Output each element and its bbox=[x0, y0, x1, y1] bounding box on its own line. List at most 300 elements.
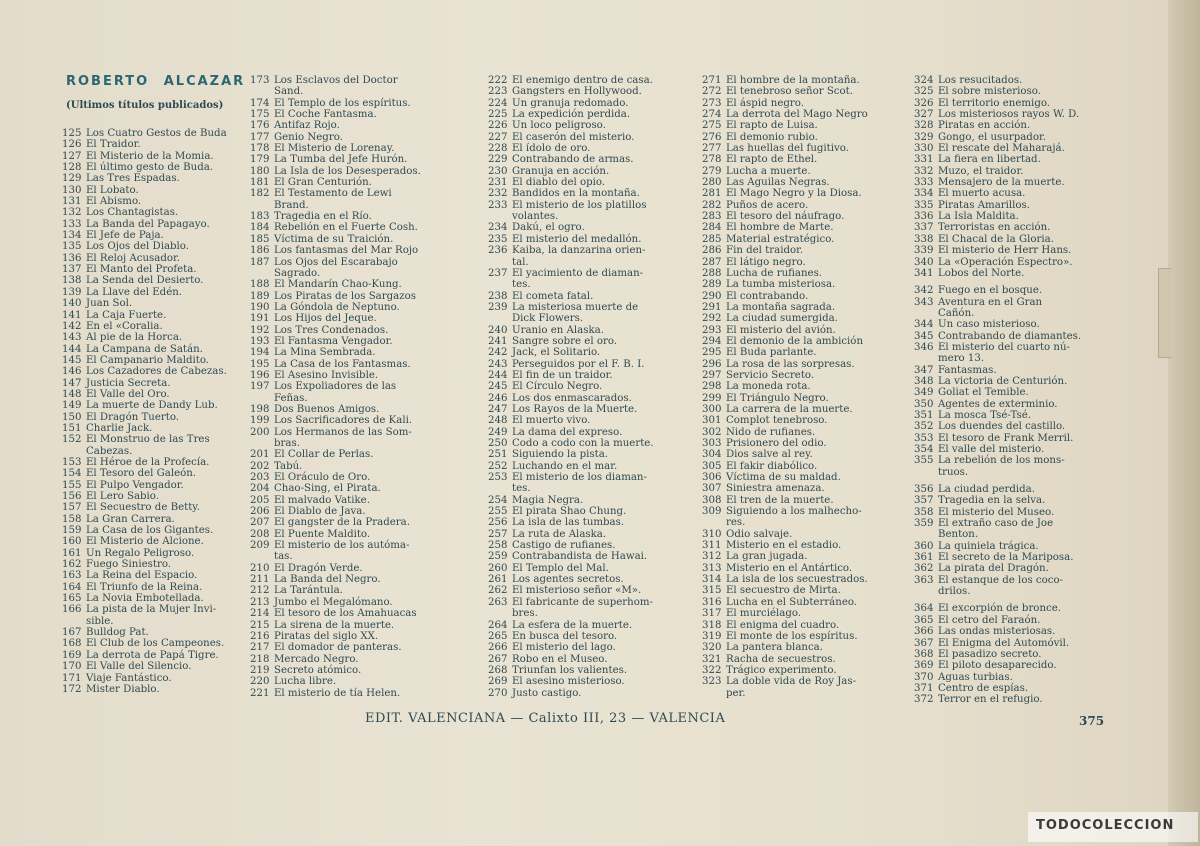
list-item bbox=[914, 86, 1122, 97]
list-item bbox=[250, 495, 480, 506]
issue-number: 333 bbox=[914, 177, 934, 189]
issue-number: 250 bbox=[488, 438, 508, 449]
list-item bbox=[702, 461, 912, 472]
list-item bbox=[914, 563, 1122, 574]
issue-number: 173 bbox=[250, 75, 270, 86]
issue-number: 217 bbox=[250, 642, 270, 654]
issue-number: 160 bbox=[62, 536, 82, 548]
issue-title: El caserón del misterio. bbox=[512, 131, 635, 143]
issue-number bbox=[250, 438, 274, 449]
issue-title: El hombre de la montaña. bbox=[726, 75, 860, 86]
list-item bbox=[702, 585, 912, 596]
issue-number: 230 bbox=[488, 165, 508, 177]
issue-title: Terroristas en acción. bbox=[938, 222, 1051, 234]
list-item bbox=[250, 585, 480, 596]
list-item bbox=[914, 495, 1122, 506]
issue-title: La Llave del Edén. bbox=[86, 286, 183, 298]
list-item bbox=[702, 359, 912, 370]
issue-title: El sobre misterioso. bbox=[938, 86, 1041, 98]
issue-title: truos. bbox=[938, 466, 969, 478]
issue-number: 145 bbox=[62, 354, 82, 366]
list-item bbox=[62, 536, 262, 547]
issue-number: 137 bbox=[62, 264, 82, 276]
list-item bbox=[702, 234, 912, 245]
issue-number: 246 bbox=[488, 392, 508, 404]
issue-number: 233 bbox=[488, 199, 508, 211]
list-item bbox=[250, 461, 480, 472]
issue-number: 197 bbox=[250, 381, 270, 393]
issue-number: 125 bbox=[62, 128, 82, 139]
issue-number: 195 bbox=[250, 358, 270, 370]
issue-number: 223 bbox=[488, 86, 508, 98]
issue-number: 182 bbox=[250, 188, 270, 200]
issue-number: 337 bbox=[914, 222, 934, 234]
issue-number: 133 bbox=[62, 218, 82, 230]
issue-number bbox=[250, 200, 274, 211]
list-item bbox=[488, 631, 704, 642]
issue-number: 184 bbox=[250, 222, 270, 234]
list-item bbox=[62, 468, 262, 479]
issue-number: 311 bbox=[702, 540, 722, 552]
list-item bbox=[250, 132, 480, 143]
issue-title: Víctima de su Traición. bbox=[274, 233, 394, 245]
issue-number: 240 bbox=[488, 324, 508, 336]
list-item bbox=[62, 344, 262, 355]
list-item bbox=[62, 230, 262, 241]
issue-number: 262 bbox=[488, 585, 508, 597]
issue-title: Mensajero de la muerte. bbox=[938, 177, 1065, 189]
list-item bbox=[488, 200, 704, 211]
issue-number: 368 bbox=[914, 648, 934, 660]
issue-number: 287 bbox=[702, 256, 722, 268]
list-item bbox=[488, 143, 704, 154]
issue-title: Tragedia en la selva. bbox=[938, 495, 1046, 507]
list-item bbox=[914, 365, 1122, 376]
issue-title: Material estratégico. bbox=[726, 233, 835, 245]
issue-title: Los duendes del castillo. bbox=[938, 421, 1066, 433]
list-item bbox=[62, 457, 262, 468]
issue-title: El misterioso señor «M». bbox=[512, 585, 642, 597]
list-item bbox=[250, 438, 480, 449]
list-item bbox=[914, 672, 1122, 683]
list-item bbox=[62, 321, 262, 332]
issue-title: Robo en el Museo. bbox=[512, 653, 608, 665]
list-item bbox=[702, 449, 912, 460]
issue-number: 360 bbox=[914, 540, 934, 552]
issue-number: 286 bbox=[702, 245, 722, 257]
issue-number: 349 bbox=[914, 387, 934, 399]
list-item bbox=[250, 234, 480, 245]
issue-title: El Triunfo de la Reina. bbox=[86, 581, 203, 593]
list-item bbox=[914, 268, 1122, 279]
issue-title: Servicio Secreto. bbox=[726, 369, 815, 381]
list-item bbox=[914, 143, 1122, 154]
issue-title: Mister Diablo. bbox=[86, 683, 160, 695]
issue-number: 247 bbox=[488, 403, 508, 415]
issue-number: 283 bbox=[702, 211, 722, 223]
issue-title: Terror en el refugio. bbox=[938, 694, 1043, 706]
issue-number: 152 bbox=[62, 434, 82, 446]
issue-title: Los Cazadores de Cabezas. bbox=[86, 366, 227, 378]
issue-title: El demonio rubio. bbox=[726, 131, 818, 143]
issue-title: mero 13. bbox=[938, 353, 985, 365]
issue-title: Los dos enmascarados. bbox=[512, 392, 632, 404]
issue-title: Viaje Fantástico. bbox=[86, 672, 172, 684]
issue-title: El Valle del Silencio. bbox=[86, 661, 192, 673]
issue-title: Contrabando de diamantes. bbox=[938, 330, 1082, 342]
list-item bbox=[702, 551, 912, 562]
issue-number bbox=[250, 551, 274, 562]
issue-number: 295 bbox=[702, 347, 722, 359]
issue-title: El secreto de la Mariposa. bbox=[938, 552, 1074, 564]
issue-title: Dos Buenos Amigos. bbox=[274, 403, 380, 415]
issue-number: 280 bbox=[702, 177, 722, 189]
issue-title: Piratas en acción. bbox=[938, 120, 1031, 132]
issue-title: El contrabando. bbox=[726, 290, 809, 302]
issue-title: El Reloj Acusador. bbox=[86, 252, 180, 264]
list-item bbox=[914, 166, 1122, 177]
issue-number bbox=[914, 529, 938, 540]
issue-title: La moneda rota. bbox=[726, 381, 811, 393]
issue-title: bras. bbox=[274, 438, 300, 449]
list-item bbox=[62, 412, 262, 423]
list-item bbox=[250, 154, 480, 165]
issue-title: Complot tenebroso. bbox=[726, 415, 828, 427]
issue-title: La sirena de la muerte. bbox=[274, 619, 395, 631]
list-item bbox=[914, 484, 1122, 495]
issue-title: Los Piratas de los Sargazos bbox=[274, 290, 416, 302]
list-item bbox=[488, 415, 704, 426]
issue-title: Kaiba, la danzarina orien- bbox=[512, 245, 646, 257]
issue-number: 358 bbox=[914, 506, 934, 518]
title-column-1 bbox=[62, 128, 262, 695]
issue-number: 332 bbox=[914, 165, 934, 177]
list-item bbox=[702, 245, 912, 256]
issue-title: Siguiendo a los malhecho- bbox=[726, 506, 862, 518]
issue-title: Chao-Sing, el Pirata. bbox=[274, 483, 381, 495]
list-item bbox=[488, 336, 704, 347]
issue-title: Luchando en el mar. bbox=[512, 460, 618, 472]
issue-number: 194 bbox=[250, 347, 270, 359]
issue-title: La rosa de las sorpresas. bbox=[726, 358, 855, 370]
issue-title: La gran jugada. bbox=[726, 551, 808, 563]
issue-number: 364 bbox=[914, 603, 934, 615]
issue-title: El cetro del Faraón. bbox=[938, 614, 1041, 626]
issue-number: 345 bbox=[914, 330, 934, 342]
issue-title: El Misterio de Lorenay. bbox=[274, 143, 395, 155]
list-item bbox=[488, 177, 704, 188]
list-item bbox=[702, 302, 912, 313]
issue-number bbox=[914, 308, 938, 319]
list-item bbox=[914, 615, 1122, 626]
issue-number: 370 bbox=[914, 671, 934, 683]
issue-number: 162 bbox=[62, 559, 82, 571]
issue-title: El Coche Fantasma. bbox=[274, 109, 377, 121]
issue-number: 292 bbox=[702, 313, 722, 325]
issue-title: El rapto de Luisa. bbox=[726, 120, 818, 132]
issue-number: 161 bbox=[62, 547, 82, 559]
issue-title: El Valle del Oro. bbox=[86, 388, 170, 400]
list-item bbox=[250, 517, 480, 528]
issue-number: 285 bbox=[702, 233, 722, 245]
issue-title: Víctima de su maldad. bbox=[726, 472, 841, 484]
list-item bbox=[914, 75, 1122, 86]
list-item bbox=[914, 308, 1122, 319]
issue-title: El domador de panteras. bbox=[274, 642, 402, 654]
issue-title: El Secuestro de Betty. bbox=[86, 502, 200, 514]
issue-number: 158 bbox=[62, 513, 82, 525]
issue-number: 220 bbox=[250, 676, 270, 688]
issue-number: 228 bbox=[488, 143, 508, 155]
list-item bbox=[702, 120, 912, 131]
list-item bbox=[702, 222, 912, 233]
list-item bbox=[702, 427, 912, 438]
list-item bbox=[250, 86, 480, 97]
list-item bbox=[914, 575, 1122, 586]
issue-title: Codo a codo con la muerte. bbox=[512, 438, 654, 449]
issue-number: 237 bbox=[488, 267, 508, 279]
issue-title: El Club de los Campeones. bbox=[86, 638, 225, 650]
issue-title: El Chacal de la Gloria. bbox=[938, 233, 1054, 245]
issue-title: La Caja Fuerte. bbox=[86, 309, 167, 321]
issue-number: 352 bbox=[914, 421, 934, 433]
list-item bbox=[914, 586, 1122, 597]
issue-title: El Testamento de Lewi bbox=[274, 188, 392, 200]
issue-title: El misterio de Herr Hans. bbox=[938, 245, 1072, 257]
issue-title: La rebelión de los mons- bbox=[938, 455, 1065, 467]
issue-title: Trágico experimento. bbox=[726, 664, 837, 676]
list-item bbox=[62, 661, 262, 672]
list-item bbox=[62, 139, 262, 150]
issue-title: tal. bbox=[512, 256, 529, 268]
issue-number: 319 bbox=[702, 630, 722, 642]
issue-number: 330 bbox=[914, 143, 934, 155]
issue-title: Centro de espías. bbox=[938, 682, 1029, 694]
list-item bbox=[250, 75, 480, 86]
issue-title: Mercado Negro. bbox=[274, 653, 359, 665]
issue-title: El Mandarín Chao-Kung. bbox=[274, 279, 402, 291]
list-item bbox=[488, 279, 704, 290]
list-item bbox=[62, 389, 262, 400]
issue-number bbox=[488, 483, 512, 494]
list-item bbox=[62, 559, 262, 570]
list-item bbox=[914, 603, 1122, 614]
list-item bbox=[488, 381, 704, 392]
list-item bbox=[250, 415, 480, 426]
issue-number: 328 bbox=[914, 120, 934, 132]
issue-title: Bulldog Pat. bbox=[86, 627, 149, 639]
issue-title: Los Esclavos del Doctor bbox=[274, 75, 398, 86]
list-item bbox=[702, 404, 912, 415]
issue-title: El rescate del Maharajá. bbox=[938, 143, 1065, 155]
list-item bbox=[914, 433, 1122, 444]
issue-number bbox=[488, 211, 512, 222]
issue-number: 258 bbox=[488, 540, 508, 552]
list-item bbox=[914, 177, 1122, 188]
issue-number: 272 bbox=[702, 86, 722, 98]
issue-number: 231 bbox=[488, 177, 508, 189]
issue-title: El tren de la muerte. bbox=[726, 494, 834, 506]
issue-number: 144 bbox=[62, 343, 82, 355]
issue-title: El misterio del cuarto nú- bbox=[938, 341, 1070, 353]
issue-title: La pantera blanca. bbox=[726, 642, 823, 654]
list-item bbox=[250, 665, 480, 676]
issue-title: Perseguidos por el F. B. I. bbox=[512, 358, 645, 370]
issue-number: 315 bbox=[702, 585, 722, 597]
issue-title: res. bbox=[726, 517, 746, 529]
list-item bbox=[488, 574, 704, 585]
list-item bbox=[250, 449, 480, 460]
list-item bbox=[702, 336, 912, 347]
issue-title: La Casa de los Fantasmas. bbox=[274, 358, 411, 370]
list-item bbox=[488, 211, 704, 222]
title-column-5 bbox=[914, 75, 1122, 706]
list-item bbox=[488, 404, 704, 415]
issue-title: La Campana de Satán. bbox=[86, 343, 203, 355]
issue-title: El tesoro del náufrago. bbox=[726, 211, 845, 223]
list-item bbox=[62, 241, 262, 252]
issue-number: 188 bbox=[250, 279, 270, 291]
issue-number: 342 bbox=[914, 285, 934, 297]
list-item bbox=[488, 313, 704, 324]
issue-number: 297 bbox=[702, 369, 722, 381]
issue-title: El Gran Centurión. bbox=[274, 177, 372, 189]
list-item bbox=[250, 109, 480, 120]
issue-number bbox=[702, 517, 726, 528]
issue-number: 276 bbox=[702, 131, 722, 143]
issue-title: Lucha de rufianes. bbox=[726, 267, 823, 279]
issue-number: 302 bbox=[702, 426, 722, 438]
list-item bbox=[62, 502, 262, 513]
issue-number: 307 bbox=[702, 483, 722, 495]
publisher-footer: EDIT. VALENCIANA — Calixto III, 23 — VALENCIA bbox=[365, 711, 726, 726]
issue-number: 225 bbox=[488, 109, 508, 121]
issue-number: 306 bbox=[702, 472, 722, 484]
list-item bbox=[488, 268, 704, 279]
issue-title: El Templo del Mal. bbox=[512, 562, 609, 574]
issue-number bbox=[914, 586, 938, 597]
issue-title: Las Tres Espadas. bbox=[86, 173, 180, 185]
list-item bbox=[914, 444, 1122, 455]
issue-number: 312 bbox=[702, 551, 722, 563]
issue-title: El último gesto de Buda. bbox=[86, 162, 214, 174]
issue-number: 156 bbox=[62, 491, 82, 502]
issue-title: El rapto de Ethel. bbox=[726, 154, 818, 166]
list-item bbox=[702, 200, 912, 211]
issue-number: 131 bbox=[62, 196, 82, 208]
issue-number: 324 bbox=[914, 75, 934, 86]
issue-number: 143 bbox=[62, 332, 82, 344]
list-item bbox=[250, 302, 480, 313]
issue-title: Sand. bbox=[274, 86, 304, 98]
issue-number: 149 bbox=[62, 400, 82, 412]
list-item bbox=[914, 507, 1122, 518]
list-item bbox=[488, 642, 704, 653]
issue-number: 278 bbox=[702, 154, 722, 166]
issue-title: El Monstruo de las Tres bbox=[86, 434, 210, 446]
issue-title: Jumbo el Megalómano. bbox=[274, 596, 393, 608]
list-item bbox=[250, 642, 480, 653]
issue-number: 266 bbox=[488, 642, 508, 654]
issue-title: Dick Flowers. bbox=[512, 313, 584, 325]
list-item bbox=[62, 446, 262, 457]
issue-title: Las huellas del fugitivo. bbox=[726, 143, 849, 155]
issue-title: Los Ojos del Escarabajo bbox=[274, 256, 398, 268]
issue-number: 316 bbox=[702, 596, 722, 608]
list-item bbox=[488, 597, 704, 608]
list-item bbox=[702, 620, 912, 631]
issue-number bbox=[914, 353, 938, 364]
issue-number: 221 bbox=[250, 687, 270, 699]
list-item bbox=[250, 143, 480, 154]
issue-title: El ídolo de oro. bbox=[512, 143, 591, 155]
issue-number bbox=[250, 268, 274, 279]
issue-title: Puños de acero. bbox=[726, 199, 809, 211]
issue-title: El estanque de los coco- bbox=[938, 574, 1064, 586]
issue-number: 320 bbox=[702, 642, 722, 654]
issue-title: Siguiendo la pista. bbox=[512, 449, 609, 461]
issue-title: El Buda parlante. bbox=[726, 347, 817, 359]
page-number: 375 bbox=[1079, 714, 1105, 728]
issue-title: Nido de rufianes. bbox=[726, 426, 816, 438]
issue-number: 361 bbox=[914, 552, 934, 564]
list-item bbox=[702, 415, 912, 426]
list-item bbox=[62, 423, 262, 434]
list-item bbox=[488, 427, 704, 438]
list-item bbox=[62, 570, 262, 581]
issue-title: La muerte de Dandy Lub. bbox=[86, 400, 218, 412]
issue-title: La Isla Maldita. bbox=[938, 211, 1019, 223]
list-item bbox=[488, 257, 704, 268]
issue-title: La mosca Tsé-Tsé. bbox=[938, 409, 1032, 421]
issue-title: Piratas del siglo XX. bbox=[274, 630, 379, 642]
issue-number: 336 bbox=[914, 211, 934, 223]
issue-title: El tenebroso señor Scot. bbox=[726, 86, 853, 98]
list-item bbox=[914, 257, 1122, 268]
list-item bbox=[62, 616, 262, 627]
issue-number: 308 bbox=[702, 494, 722, 506]
list-item bbox=[250, 483, 480, 494]
list-item bbox=[62, 185, 262, 196]
list-item bbox=[62, 593, 262, 604]
issue-title: drilos. bbox=[938, 586, 971, 598]
issue-number: 132 bbox=[62, 207, 82, 219]
issue-title: Feñas. bbox=[274, 392, 308, 404]
issue-title: El hombre de Marte. bbox=[726, 222, 834, 234]
issue-title: El murciélago. bbox=[726, 608, 802, 620]
issue-number: 127 bbox=[62, 150, 82, 162]
list-item bbox=[702, 597, 912, 608]
issue-title: Las ondas misteriosas. bbox=[938, 626, 1056, 638]
issue-title: El misterio de los autóma- bbox=[274, 540, 410, 552]
list-item bbox=[62, 434, 262, 445]
issue-number: 196 bbox=[250, 369, 270, 381]
issue-number: 243 bbox=[488, 358, 508, 370]
list-item bbox=[914, 399, 1122, 410]
list-item bbox=[62, 196, 262, 207]
list-item bbox=[250, 166, 480, 177]
issue-number: 192 bbox=[250, 324, 270, 336]
issue-title: Los Sacrificadores de Kali. bbox=[274, 415, 413, 427]
issue-number: 199 bbox=[250, 415, 270, 427]
issue-title: Contrabando de armas. bbox=[512, 154, 634, 166]
list-item bbox=[488, 347, 704, 358]
issue-number: 166 bbox=[62, 604, 82, 616]
issue-number: 236 bbox=[488, 245, 508, 257]
issue-title: Fuego Siniestro. bbox=[86, 559, 172, 571]
issue-number: 219 bbox=[250, 664, 270, 676]
issue-title: Bandidos en la montaña. bbox=[512, 188, 640, 200]
